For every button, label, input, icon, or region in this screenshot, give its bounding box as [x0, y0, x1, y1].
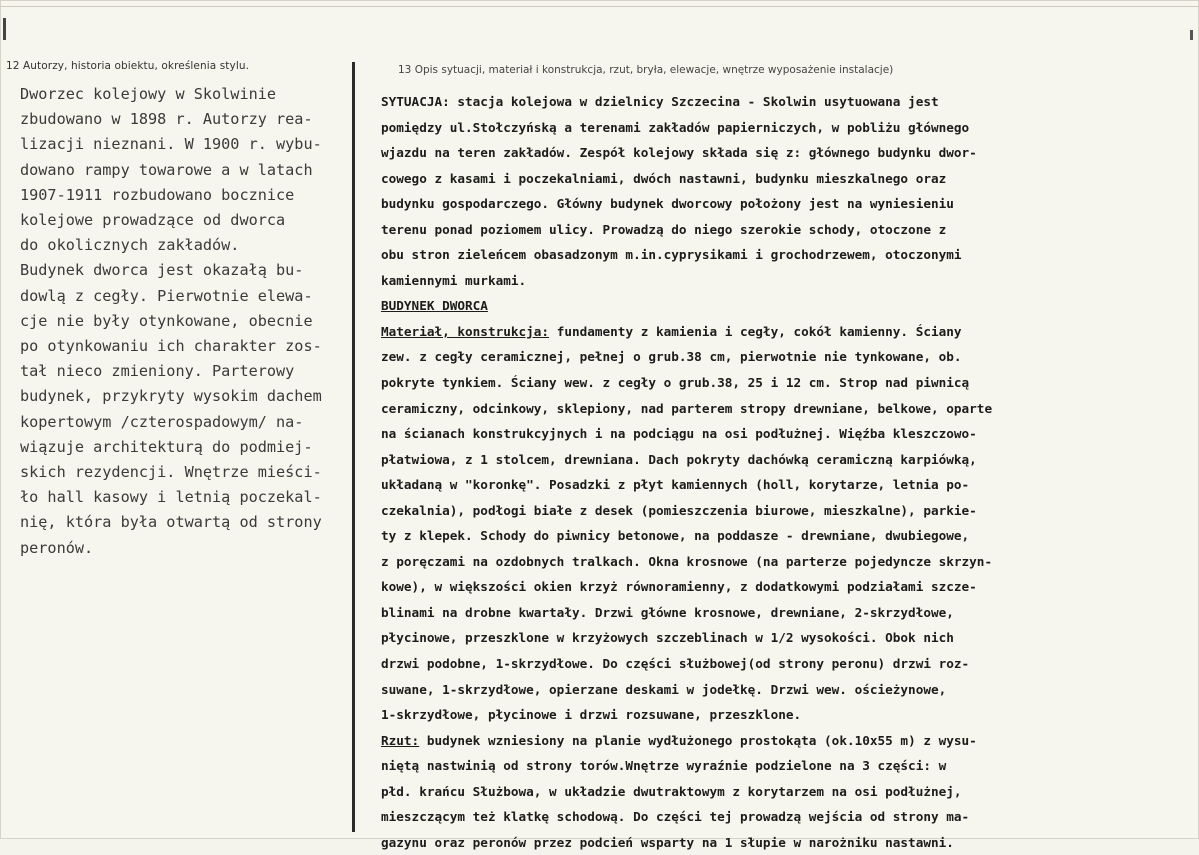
- text-line: płd. krańcu Służbowa, w układzie dwutraktowym z korytarzem na osi podłużnej,: [381, 783, 962, 799]
- text-line: z poręczami na ozdobnych tralkach. Okna krosnowe (na parterze pojedyncze skrzyn-: [381, 553, 993, 569]
- margin-mark: [3, 18, 6, 40]
- text-line: budynek, przykryty wysokim dachem: [20, 387, 322, 406]
- text-line: ło hall kasowy i letnią poczekal-: [20, 488, 322, 507]
- text-line: 1907-1911 rozbudowano bocznice: [20, 185, 295, 204]
- text-line: budynku gospodarczego. Główny budynek dworcowy położony jest na wyniesieniu: [381, 196, 954, 212]
- text-line: drzwi podobne, 1-skrzydłowe. Do części służbowej(od strony peronu) drzwi roz-: [381, 656, 970, 672]
- text-line: niętą nastwinią od strony torów.Wnętrze wyraźnie podzielone na 3 części: w: [381, 758, 947, 774]
- text-line: [381, 728, 1199, 754]
- description-text-column: [381, 89, 1199, 855]
- section-header-13: 13 Opis sytuacji, materiał i konstrukcja, rzut, bryła, elewacje, wnętrze wyposażenie instalacje): [398, 64, 894, 76]
- text-line: cje nie były otynkowane, obecnie: [20, 311, 313, 330]
- label-rzut: Rzut:: [381, 732, 420, 748]
- text-line: pomiędzy ul.Stołczyńską a terenami zakładów papierniczych, w pobliżu głównego: [381, 119, 970, 135]
- text-line: kopertowym /czterospadowym/ na-: [20, 412, 304, 431]
- text-line: Dworzec kolejowy w Skolwinie: [20, 85, 277, 103]
- text-line: mieszczącym też klatkę schodową. Do części tej prowadzą wejścia od strony ma-: [381, 809, 970, 825]
- text-line: SYTUACJA: stacja kolejowa w dzielnicy Szczecina - Skolwin usytuowana jest: [381, 94, 939, 109]
- top-edge-line: [0, 6, 1199, 7]
- text-line: dowano rampy towarowe a w latach: [20, 160, 313, 179]
- text-line: blinami na drobne kwartały. Drzwi główne krosnowe, drewniane, 2-skrzydłowe,: [381, 604, 954, 620]
- text-line: ty z klepek. Schody do piwnicy betonowe, na poddasze - drewniane, dwubiegowe,: [381, 528, 970, 544]
- text-line: po otynkowaniu ich charakter zos-: [20, 337, 322, 356]
- text-line: Budynek dworca jest okazałą bu-: [20, 261, 304, 280]
- label-material-konstrukcja: Materiał, konstrukcja:: [381, 323, 550, 339]
- subheading-budynek-dworca: BUDYNEK DWORCA: [381, 298, 488, 314]
- text-line: peronów.: [20, 538, 94, 557]
- text-line: obu stron zieleńcem obasadzonym m.in.cyprysikami i grochodrzewem, otoczonymi: [381, 247, 962, 263]
- text-line: skich rezydencji. Wnętrze mieści-: [20, 463, 322, 482]
- text-line: na ścianach konstrukcyjnych i na podciągu na osi podłużnej. Więźba kleszczowo-: [381, 426, 977, 442]
- text-line: wjazdu na teren zakładów. Zespół kolejowy składa się z: głównego budynku dwor-: [381, 145, 977, 161]
- text-span: budynek wzniesiony na planie wydłużonego prostokąta (ok.10x55 m) z wysu-: [419, 732, 977, 748]
- text-line: zew. z cegły ceramicznej, pełnej o grub.38 cm, pierwotnie nie tynkowane, ob.: [381, 349, 962, 365]
- text-line: suwane, 1-skrzydłowe, opierzane deskami w jodełkę. Drzwi wew. ościeżynowe,: [381, 681, 947, 697]
- text-line: nię, która była otwartą od strony: [20, 513, 322, 532]
- text-line: tał nieco zmieniony. Parterowy: [20, 362, 295, 381]
- text-line: gazynu oraz peronów przez podcień wsparty na 1 słupie w narożniku nastawni.: [381, 834, 954, 850]
- text-line: terenu ponad poziomem ulicy. Prowadzą do niego szerokie schody, otoczone z: [381, 221, 947, 237]
- text-line: lizacji nieznani. W 1900 r. wybu-: [20, 135, 322, 154]
- text-line: cowego z kasami i poczekalniami, dwóch nastawni, budynku mieszkalnego oraz: [381, 170, 947, 186]
- text-line: [381, 319, 1199, 345]
- text-line: zbudowano w 1898 r. Autorzy rea-: [20, 110, 313, 129]
- section-header-12: 12 Autorzy, historia obiektu, określenia stylu.: [6, 60, 250, 72]
- history-text-column: [20, 82, 356, 561]
- text-line: wiązuje architekturą do podmiej-: [20, 437, 313, 456]
- text-line: kowe), w większości okien krzyż równoramienny, z dodatkowymi podziałami szcze-: [381, 579, 977, 595]
- text-line: czekalnia), podłogi białe z desek (pomieszczenia biurowe, mieszkalne), parkie-: [381, 502, 977, 518]
- text-line: kolejowe prowadzące od dworca: [20, 211, 286, 230]
- text-line: do okolicznych zakładów.: [20, 236, 240, 255]
- text-line: pokryte tynkiem. Ściany wew. z cegły o grub.38, 25 i 12 cm. Strop nad piwnicą: [381, 375, 970, 391]
- text-span: fundamenty z kamienia i cegły, cokół kamienny. Ściany: [549, 323, 962, 339]
- text-line: kamiennymi murkami.: [381, 272, 527, 288]
- text-line: ceramiczny, odcinkowy, sklepiony, nad parterem stropy drewniane, belkowe, oparte: [381, 400, 993, 416]
- text-line: dowlą z cegły. Pierwotnie elewa-: [20, 286, 313, 305]
- text-line: 1-skrzydłowe, płycinowe i drzwi rozsuwane, przeszklone.: [381, 707, 802, 723]
- corner-mark: [1190, 30, 1193, 40]
- text-line: płycinowe, przeszklone w krzyżowych szczeblinach w 1/2 wysokości. Obok nich: [381, 630, 954, 646]
- text-line: płatwiowa, z 1 stolcem, drewniana. Dach pokryty dachówką ceramiczną karpiówką,: [381, 451, 977, 467]
- text-line: układaną w "koronkę". Posadzki z płyt kamiennych (holl, korytarze, letnia po-: [381, 477, 970, 493]
